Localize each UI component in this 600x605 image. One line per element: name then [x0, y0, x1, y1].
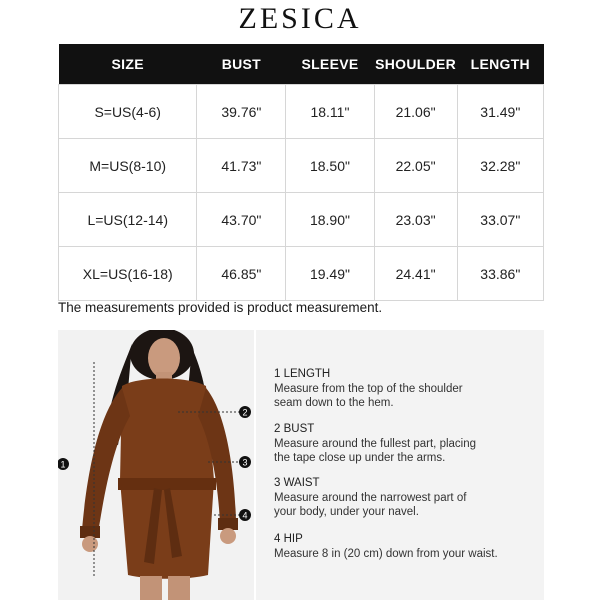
cell-size: S=US(4-6): [59, 85, 197, 139]
brand-logo: ZESICA: [238, 2, 362, 35]
header-bust: BUST: [197, 44, 286, 85]
cell-length: 31.49": [457, 85, 543, 139]
cell-sleeve: 18.90": [286, 193, 374, 247]
guide-waist-text: Measure around the narrowest part of: [274, 491, 467, 504]
cell-sleeve: 18.50": [286, 139, 374, 193]
header-shoulder: SHOULDER: [374, 44, 457, 85]
guide-bust: [274, 422, 476, 466]
guide-bust-text: Measure around the fullest part, placing: [274, 437, 477, 450]
marker-hip: [239, 509, 251, 521]
header-sleeve: SLEEVE: [286, 44, 374, 85]
cell-size: L=US(12-14): [59, 193, 197, 247]
cell-length: 33.86": [457, 247, 543, 301]
guide-waist: [274, 476, 466, 520]
guide-waist-title: 3 WAIST: [274, 477, 320, 489]
cell-sleeve: 18.11": [286, 85, 374, 139]
svg-text:2: 2: [242, 407, 248, 418]
cell-size: M=US(8-10): [59, 139, 197, 193]
guide-bust-text: the tape close up under the arms.: [274, 452, 446, 464]
svg-text:3: 3: [242, 457, 248, 468]
table-row: [59, 85, 544, 139]
measurement-note: The measurements provided is product measurement.: [58, 300, 383, 315]
cell-bust: 46.85": [197, 247, 286, 301]
cell-shoulder: 21.06": [374, 85, 457, 139]
table-row: [59, 247, 544, 301]
cell-length: 32.28": [457, 139, 543, 193]
guide-length-title: 1 LENGTH: [274, 368, 331, 380]
size-chart-table: [58, 44, 544, 301]
measurement-guide-panel: [256, 330, 544, 600]
svg-text:4: 4: [242, 510, 248, 521]
guide-waist-text: your body, under your navel.: [274, 506, 419, 518]
guide-hip: [274, 532, 498, 561]
cell-shoulder: 24.41": [374, 247, 457, 301]
cell-length: 33.07": [457, 193, 543, 247]
cell-shoulder: 23.03": [374, 193, 457, 247]
model-illustration: [58, 330, 254, 600]
model-photo: [58, 330, 254, 600]
cell-bust: 43.70": [197, 193, 286, 247]
header-size: SIZE: [59, 44, 197, 85]
cell-size: XL=US(16-18): [59, 247, 197, 301]
guide-length-text: Measure from the top of the shoulder: [274, 382, 463, 395]
cell-bust: 39.76": [197, 85, 286, 139]
marker-waist: [239, 456, 251, 468]
marker-length: [58, 458, 69, 470]
marker-bust: [239, 406, 251, 418]
guide-hip-text: Measure 8 in (20 cm) down from your waist.: [274, 547, 498, 560]
guide-hip-title: 4 HIP: [274, 533, 303, 545]
table-row: [59, 193, 544, 247]
cell-bust: 41.73": [197, 139, 286, 193]
guide-bust-title: 2 BUST: [274, 423, 315, 435]
svg-text:1: 1: [60, 459, 66, 470]
cell-shoulder: 22.05": [374, 139, 457, 193]
guide-length: [274, 367, 463, 411]
header-length: LENGTH: [457, 44, 543, 85]
table-header-row: [59, 44, 544, 85]
guide-length-text: seam down to the hem.: [274, 397, 394, 409]
table-row: [59, 139, 544, 193]
cell-sleeve: 19.49": [286, 247, 374, 301]
